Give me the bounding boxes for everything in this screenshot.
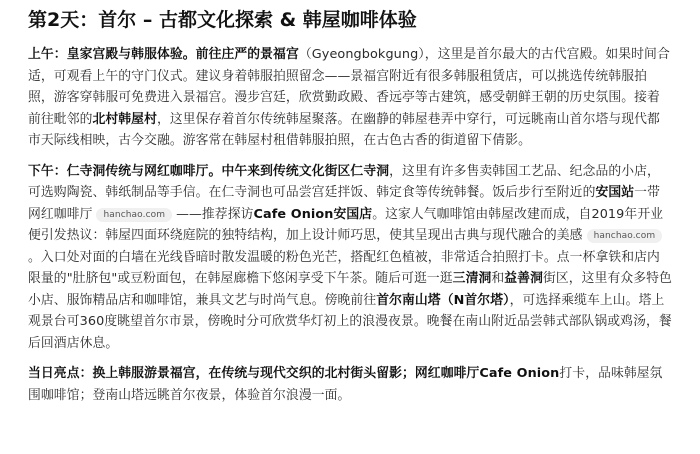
afternoon-text-1: ，这里有许多售卖韩国工艺品、纪念品的小店，可选购陶瓷、韩纸制品等手信。在仁寺洞也可品尝宫廷拌饭、韩定食等传统韩餐。饭后步行至附近的 xyxy=(28,163,660,200)
cafe-onion-anguk: Cafe Onion安国店 xyxy=(253,206,373,222)
afternoon-text-4: 。这家人气咖啡馆由韩屋改建而成，自2019年开业便引发热议：韩屋四面环绕庭院的独特结构，加上设计师巧思，使其呈现出古典与现代融合的美感 xyxy=(28,206,664,243)
anguk-station: 安国站 xyxy=(595,185,635,200)
afternoon-text-2: 一带网红咖啡厅 xyxy=(28,185,660,222)
morning-lead: 前往庄严的景福宫 xyxy=(195,47,299,62)
highlights-label: 当日亮点： xyxy=(28,366,93,381)
afternoon-lead: 中午来到传统文化街区仁寺洞 xyxy=(221,163,390,179)
samcheong-dong: 三清洞 xyxy=(452,271,492,286)
afternoon-paragraph xyxy=(28,161,672,355)
highlights-text: 打卡，品味韩屋氛围咖啡馆；登南山塔远眺首尔夜景，体验首尔浪漫一面。 xyxy=(28,366,663,403)
bukchon-hanok-village: 北村韩屋村 xyxy=(92,111,157,127)
highlights-paragraph xyxy=(28,363,672,406)
afternoon-label: 下午：仁寺洞传统与网红咖啡厅。 xyxy=(28,163,222,179)
afternoon-text-3: ——推荐探访 xyxy=(176,206,254,222)
day-title: 第2天：首尔 – 古都文化探索 & 韩屋咖啡体验 xyxy=(28,9,417,31)
source-link[interactable]: hanchao.com xyxy=(96,208,172,222)
afternoon-text-8: ，可选择乘缆车上山。塔上观景台可360度眺望首尔市景，傍晚时分可欣赏华灯初上的浪漫夜景。晚餐在南山附近品尝韩式部队锅或鸡汤，餐后回酒店休息。 xyxy=(28,292,672,351)
afternoon-text-7: 街区，这里有众多特色小店、服饰精品店和咖啡馆，兼具文艺与时尚气息。傍晚前往 xyxy=(28,271,672,308)
morning-paragraph xyxy=(28,44,672,152)
morning-label: 上午：皇家宫殿与韩服体验。 xyxy=(28,47,196,62)
afternoon-text-5: 。入口处对面的白墙在光线昏暗时散发温暖的粉色光芒，搭配红色植被，非常适合拍照打卡。点一杯拿铁和店内限量的"肚脐包"或豆粉面包，在韩屋廊檐下悠闲享受下午茶。随后可逛一逛 xyxy=(28,249,660,286)
highlights-bold: 换上韩服游景福宫，在传统与现代交织的北村街头留影；网红咖啡厅Cafe Onion xyxy=(92,366,560,381)
ikseon-dong: 益善洞 xyxy=(504,271,543,286)
n-seoul-tower: 首尔南山塔（N首尔塔） xyxy=(376,292,510,308)
morning-text-1: （Gyeongbokgung），这里是首尔最大的古代宫殿。如果时间合适，可观看上午的守门仪式。建议身着韩服拍照留念——景福宫附近有很多韩服租赁店，可以挑选传统韩服拍照，游客穿韩服可免费进入景福宫。漫步宫廷，欣赏勤政殿、香远亭等古建筑，感受朝鲜王朝的历史氛围。接着前往毗邻的 xyxy=(28,47,670,127)
morning-text-2: ，这里保存着首尔传统韩屋聚落。在幽静的韩屋巷弄中穿行，可远眺南山首尔塔与现代都市天际线相映，古今交融。游客常在韩屋村租借韩服拍照，在古色古香的街道留下倩影。 xyxy=(28,111,660,148)
source-link[interactable]: hanchao.com xyxy=(587,229,663,243)
afternoon-text-6: 和 xyxy=(491,271,505,286)
